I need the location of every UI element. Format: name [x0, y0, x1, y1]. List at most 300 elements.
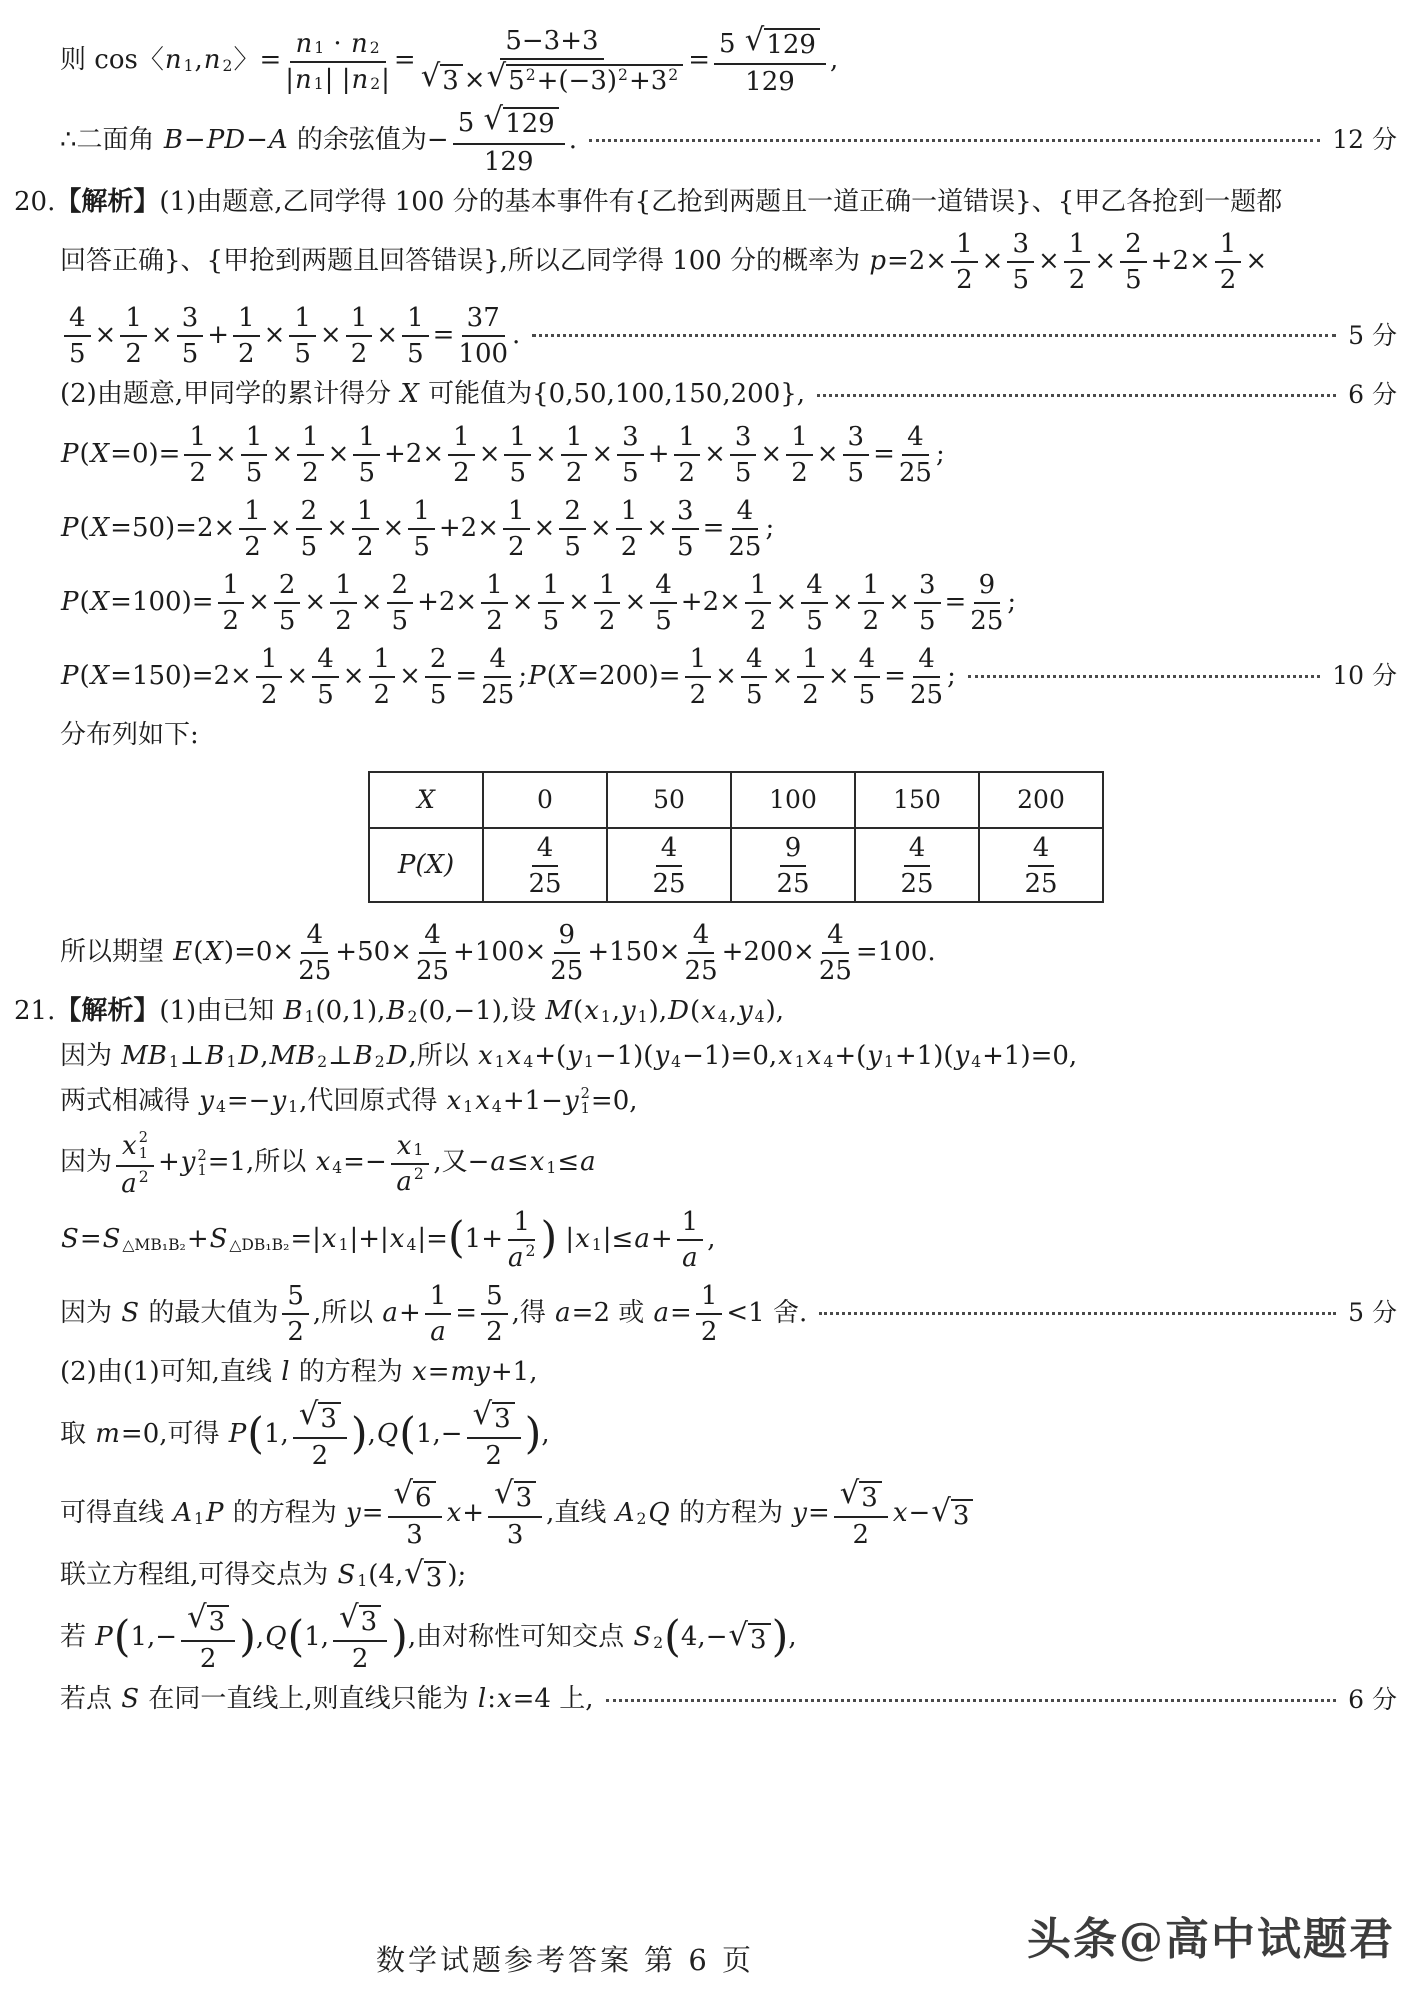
text-run: ×: [248, 586, 270, 617]
text-run: 25: [528, 868, 562, 899]
text-run: +2×: [1150, 245, 1211, 276]
math-variable: Q: [376, 1418, 399, 1449]
text-run: 1: [302, 422, 319, 453]
fraction: [819, 921, 852, 984]
radical-sign: √: [931, 1493, 951, 1529]
fraction: [369, 644, 396, 711]
numerator: [914, 571, 941, 604]
text-run: 25: [415, 955, 450, 986]
numerator: [696, 1282, 723, 1315]
text-run: 的方程为: [224, 1498, 345, 1529]
numerator: [538, 571, 565, 604]
fraction: [297, 422, 324, 489]
text-run: 2: [620, 532, 638, 563]
subscript: 1: [313, 75, 324, 94]
text-run: 1: [260, 644, 278, 675]
text-run: 21.: [14, 995, 56, 1026]
text-run: 因为: [60, 1040, 121, 1071]
numerator: [425, 645, 452, 678]
fraction: [730, 422, 757, 489]
table-prob-row: [369, 828, 1103, 902]
numerator: [508, 1208, 535, 1241]
denominator: [970, 604, 1004, 637]
text-run: 1: [244, 496, 261, 527]
distribution-table-grid: [368, 771, 1104, 903]
text-line: [60, 422, 1397, 489]
fraction: [233, 303, 260, 370]
math-variable: x: [496, 1684, 512, 1715]
text-run: ×: [1094, 245, 1117, 276]
text-run: +2×: [417, 586, 478, 617]
denominator: [181, 337, 199, 370]
text-run: =: [873, 438, 895, 469]
text-run: 2: [302, 458, 319, 489]
fraction: [116, 1129, 154, 1197]
text-run: 4: [536, 832, 554, 863]
text-run: <1 舍.: [726, 1297, 808, 1328]
text-run: ),: [648, 995, 668, 1026]
text-run: 5: [317, 680, 334, 711]
table-cell: 150: [855, 772, 979, 828]
text-run: 5: [622, 458, 639, 489]
fraction: [898, 422, 932, 489]
text-run: (1)由题意,乙同学得 100 分的基本事件有{乙抢到两题且一道正确一道错误}、{甲乙各抢到一题都: [159, 186, 1283, 217]
text-run: =: [807, 1498, 830, 1529]
math-variable: MB: [269, 1040, 316, 1071]
fraction: [900, 834, 933, 897]
text-run: :: [487, 1684, 496, 1715]
text-run: ;: [765, 512, 775, 543]
text-run: =: [884, 660, 906, 691]
fraction: [1120, 229, 1147, 296]
fraction: [696, 1282, 723, 1345]
text-run: =: [427, 1356, 450, 1387]
numerator: [616, 497, 643, 530]
denominator: [429, 678, 447, 711]
fraction: [561, 422, 588, 489]
text-run: 3: [918, 570, 936, 601]
text-run: |: [381, 64, 390, 95]
text-run: =2×: [886, 245, 948, 276]
text-run: 2: [350, 339, 368, 370]
text-run: 4: [827, 919, 844, 950]
math-variable: X: [90, 586, 110, 617]
dotted-leader: [819, 1312, 1336, 1315]
text-run: 2: [598, 606, 616, 637]
subscript: 4: [971, 1052, 982, 1071]
subscript: 1: [600, 1008, 611, 1027]
fraction: [858, 570, 885, 637]
text-run: 2: [260, 680, 278, 711]
superscript: 2: [525, 65, 536, 84]
text-run: 5: [734, 458, 752, 489]
text-run: 1: [598, 570, 616, 601]
radical-sign: √: [483, 102, 504, 138]
text-run: 5: [858, 680, 876, 711]
numerator: [116, 1129, 154, 1167]
fraction: [970, 570, 1004, 637]
text-run: 回答正确}、{甲抢到两题且回答错误},所以乙同学得 100 分的概率为: [60, 245, 869, 276]
denominator: [1068, 263, 1086, 296]
math-variable: l: [281, 1356, 290, 1387]
text-run: +: [207, 319, 230, 350]
text-run: 2: [351, 1644, 369, 1675]
text-run: 2: [453, 458, 470, 489]
radicand: [413, 1481, 436, 1512]
text-run: =150)=2×: [110, 660, 252, 691]
numerator: [801, 571, 828, 604]
text-run: ×: [511, 586, 534, 617]
text-run: 3: [181, 303, 199, 334]
radicand: [318, 1402, 341, 1433]
text-run: 3: [847, 422, 865, 453]
fraction: [239, 496, 266, 563]
numerator: [503, 497, 530, 530]
numerator: [559, 497, 586, 530]
text-run: 4: [424, 919, 441, 950]
text-run: (4,: [368, 1560, 404, 1591]
numerator: [1064, 230, 1091, 263]
fraction: [241, 422, 268, 489]
fraction: [776, 834, 809, 897]
radicand: [506, 64, 683, 95]
fraction: [388, 1476, 442, 1551]
math-variable: A: [615, 1498, 635, 1529]
math-variable: a: [555, 1297, 571, 1328]
math-variable: x: [806, 1040, 822, 1071]
fraction: [741, 644, 768, 711]
fraction: [218, 570, 245, 637]
text-run: ,: [541, 1418, 550, 1449]
fraction: [64, 303, 91, 370]
fraction: [745, 570, 772, 637]
math-variable: S: [121, 1684, 140, 1715]
denominator: [508, 530, 525, 563]
fraction: [504, 422, 531, 489]
text-run: 取: [60, 1418, 95, 1449]
numerator: [1028, 834, 1055, 867]
text-run: 1: [513, 1206, 530, 1237]
subscript: △MB₁B₂: [122, 1235, 186, 1254]
math-variable: x: [412, 1356, 427, 1387]
text-run: 4: [908, 832, 926, 863]
radical: [393, 1476, 436, 1514]
denominator: [677, 530, 694, 563]
denominator: [734, 456, 752, 489]
text-run: ×: [463, 64, 486, 95]
text-run: ×: [150, 319, 173, 350]
text-run: 25: [684, 955, 718, 986]
radical-sign: √: [839, 1476, 860, 1512]
sup-sub-stack: [581, 1086, 590, 1117]
text-run: +200×: [721, 936, 815, 967]
subscript: 1: [494, 1052, 505, 1071]
text-run: 5: [718, 28, 744, 59]
numerator: [388, 1476, 442, 1518]
subscript: 2: [374, 1052, 385, 1071]
fraction: [797, 644, 824, 711]
text-run: ×: [319, 319, 342, 350]
text-run: ×: [326, 512, 348, 543]
denominator: [302, 456, 319, 489]
math-variable: A: [268, 124, 288, 155]
big-paren: (: [399, 1408, 416, 1459]
numerator: [312, 645, 339, 678]
text-run: +3: [628, 66, 668, 96]
radical: [472, 1396, 515, 1434]
denominator: [373, 678, 391, 711]
denominator: [749, 604, 767, 637]
text-run: 1: [700, 1280, 718, 1311]
text-run: 1: [294, 303, 311, 334]
score-label: 5 分: [1348, 1298, 1397, 1328]
numerator: [677, 1208, 704, 1241]
text-run: 1: [350, 303, 368, 334]
text-line: [60, 719, 1397, 753]
sup-sub-stack: [197, 1148, 206, 1179]
dotted-leader: [968, 675, 1320, 678]
numerator: [481, 571, 508, 604]
fraction: [408, 496, 435, 563]
math-variable: x: [892, 1498, 908, 1529]
text-run: ×: [981, 245, 1004, 276]
text-line: [60, 229, 1397, 296]
superscript: 2: [413, 1165, 424, 1184]
text-run: 可能值为{0,50,100,150,200},: [419, 379, 806, 410]
math-variable: MB: [121, 1040, 167, 1071]
fraction: [448, 422, 475, 489]
denominator: [900, 867, 933, 897]
math-variable: x: [446, 1498, 462, 1529]
text-run: =: [688, 45, 710, 76]
text-run: ≤: [506, 1147, 529, 1178]
text-run: 5: [509, 458, 527, 489]
text-run: ,由对称性可知交点: [407, 1622, 633, 1653]
numerator: [391, 1132, 430, 1165]
text-run: 3: [506, 1520, 524, 1551]
text-run: +: [462, 1498, 485, 1529]
numerator: [741, 645, 768, 678]
radical: [420, 59, 463, 96]
table-cell: [979, 828, 1103, 902]
radicand: [440, 64, 463, 95]
radicand: [764, 28, 820, 59]
text-run: 1: [356, 496, 374, 527]
text-run: ×: [271, 438, 294, 469]
numerator: [685, 645, 712, 678]
text-run: 4: [745, 644, 763, 675]
fraction: [184, 422, 211, 489]
radical-sign: √: [728, 1617, 749, 1653]
denominator: [458, 337, 509, 370]
text-run: +: [186, 1223, 209, 1254]
text-run: +: [650, 1223, 673, 1254]
text-run: ×: [589, 512, 612, 543]
math-variable: x: [446, 1085, 462, 1116]
text-run: ×: [286, 660, 309, 691]
subscript: 1: [338, 1235, 349, 1254]
denominator: [1125, 263, 1142, 296]
superscript: 2: [580, 1085, 590, 1103]
math-variable: x: [321, 1223, 337, 1254]
text-run: 两式相减得: [60, 1085, 199, 1116]
subscript: 1: [637, 1008, 648, 1027]
text-line: [60, 644, 1397, 711]
text-run: ,: [255, 1622, 265, 1653]
radicand: [424, 1561, 447, 1592]
math-variable: P: [61, 512, 79, 543]
text-run: 2: [356, 532, 374, 563]
text-run: ×: [1037, 245, 1060, 276]
radical: [483, 102, 559, 140]
math-variable: x: [478, 1040, 493, 1071]
text-run: +1,: [490, 1356, 538, 1387]
text-line: [14, 995, 1397, 1029]
fraction: [420, 27, 684, 95]
text-run: 2: [335, 606, 352, 637]
math-variable: M: [545, 995, 573, 1026]
text-run: ×: [760, 438, 783, 469]
math-variable: D: [386, 1040, 408, 1071]
fraction: [481, 570, 508, 637]
page-footer: 数学试题参考答案 第 6 页: [375, 1943, 755, 1977]
numerator: [594, 571, 621, 604]
text-run: 5: [287, 1280, 304, 1311]
numerator: [843, 423, 870, 456]
numerator: [333, 1600, 387, 1642]
math-variable: x: [506, 1040, 522, 1071]
text-run: 5: [407, 339, 424, 370]
text-run: 25: [900, 868, 934, 899]
text-run: =4 上,: [512, 1684, 594, 1715]
text-run: 2: [956, 265, 973, 296]
text-run: 4: [1032, 832, 1050, 863]
text-run: 则 cos〈: [60, 45, 164, 76]
denominator: [416, 954, 449, 984]
radical-sign: √: [339, 1600, 359, 1636]
text-run: 1: [508, 496, 525, 527]
text-run: 2: [311, 1441, 329, 1472]
fraction: [672, 496, 699, 563]
math-variable: y: [621, 995, 636, 1026]
denominator: [420, 60, 684, 95]
score-label: 6 分: [1348, 1685, 1397, 1715]
text-run: 2: [222, 606, 240, 637]
denominator: [689, 678, 707, 711]
fraction: [298, 921, 331, 984]
numerator: [974, 571, 1001, 604]
numerator: [786, 423, 813, 456]
text-run: 3: [515, 1483, 533, 1514]
denominator: [802, 678, 819, 711]
fraction: [296, 496, 323, 563]
fraction: [801, 570, 828, 637]
dotted-leader: [589, 139, 1320, 142]
text-run: 9: [784, 832, 802, 863]
text-run: =: [702, 512, 725, 543]
text-run: ×: [535, 438, 557, 469]
text-run: 2: [802, 680, 819, 711]
math-variable: P: [61, 660, 79, 691]
text-run: 1,: [304, 1622, 330, 1653]
text-run: |+|: [349, 1223, 389, 1254]
text-run: 1: [429, 1280, 447, 1311]
math-variable: y: [954, 1040, 970, 1071]
subscript: 2: [653, 1634, 664, 1653]
denominator: [294, 337, 311, 370]
math-variable: A: [173, 1498, 193, 1529]
radicand: [492, 1402, 515, 1433]
radicand: [359, 1605, 382, 1636]
numerator: [854, 645, 881, 678]
text-run: 129: [745, 67, 795, 98]
numerator: [730, 423, 757, 456]
radical: [931, 1493, 973, 1531]
denominator: [862, 604, 880, 637]
fraction: [909, 644, 944, 711]
table-header-row: [369, 772, 1103, 828]
text-run: 25: [818, 955, 852, 986]
subscript: 1: [883, 1052, 894, 1071]
text-run: ×: [816, 438, 839, 469]
math-variable: B: [353, 1040, 373, 1071]
text-run: 的余弦值为−: [288, 124, 449, 155]
math-variable: y: [567, 1040, 582, 1071]
fraction: [352, 496, 379, 563]
fraction: [387, 570, 414, 637]
subscript: 4: [823, 1052, 834, 1071]
text-run: +1−: [502, 1085, 563, 1116]
math-variable: m: [95, 1418, 120, 1449]
score-label: 12 分: [1332, 125, 1397, 155]
numerator: [484, 645, 511, 678]
text-run: =: [944, 586, 967, 617]
denominator: [222, 604, 240, 637]
numerator: [1215, 230, 1242, 263]
text-run: (: [79, 660, 90, 691]
text-run: .: [512, 319, 521, 350]
text-run: 的最大值为: [140, 1297, 279, 1328]
text-run: 3: [734, 422, 752, 453]
big-paren: ): [524, 1408, 542, 1459]
text-run: 5: [918, 606, 936, 637]
denominator: [745, 678, 763, 711]
text-run: 1: [1219, 229, 1237, 260]
denominator: [335, 604, 352, 637]
text-line: [60, 1040, 1397, 1074]
text-run: +1)=0,: [982, 1040, 1078, 1071]
text-run: 2: [244, 532, 261, 563]
text-run: 2: [700, 1316, 718, 1347]
numerator: [369, 645, 396, 678]
numerator: [453, 102, 565, 144]
subscript: 1: [226, 1052, 237, 1071]
radical-sign: √: [393, 1476, 414, 1512]
denominator: [245, 456, 263, 489]
denominator: [909, 678, 944, 711]
denominator: [481, 678, 515, 711]
text-run: (: [689, 995, 701, 1026]
table-cell: 100: [731, 772, 855, 828]
numerator: [554, 921, 581, 954]
text-run: 4: [660, 832, 678, 863]
text-run: 1: [245, 422, 263, 453]
math-variable: a: [430, 1316, 446, 1347]
text-run: +(−3): [536, 66, 618, 96]
radical: [298, 1396, 341, 1434]
section-label: 【解析】: [55, 995, 160, 1026]
table-cell: [607, 828, 731, 902]
